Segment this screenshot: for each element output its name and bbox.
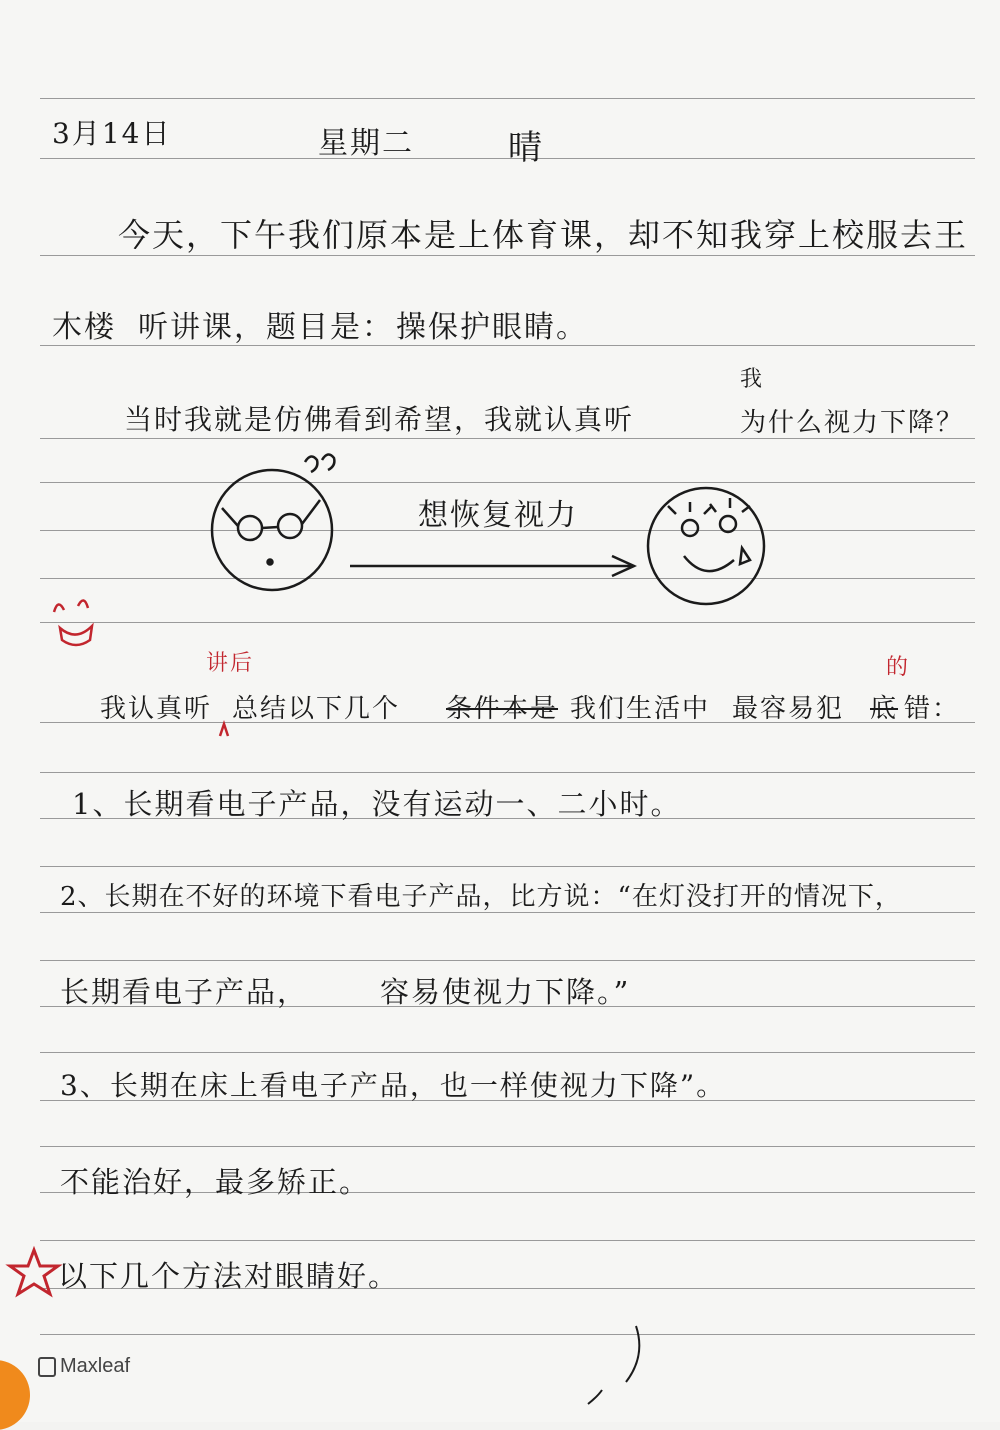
insert-mark-wo: 我 bbox=[740, 367, 765, 392]
entry-weather: 晴 bbox=[508, 128, 544, 168]
text-line-4b: 总结以下几个 bbox=[232, 694, 401, 724]
list-item-2b: 长期看电子产品， bbox=[60, 975, 309, 1009]
text-line-3: 当时我就是仿佛看到希望，我就认真听 bbox=[124, 403, 635, 436]
logo-icon bbox=[38, 1357, 56, 1377]
text-line-4f: 错： bbox=[904, 694, 961, 724]
drawing-caption: 想恢复视力 bbox=[418, 498, 578, 533]
star-icon bbox=[10, 1250, 58, 1294]
sad-face-drawing bbox=[212, 454, 334, 590]
list-item-2c: 容易使视力下降。” bbox=[380, 975, 631, 1009]
insert-mark-jianghou: 讲后 bbox=[206, 651, 255, 676]
text-line-4c: 我们生活中 bbox=[570, 694, 711, 724]
entry-date: 3月14日 bbox=[52, 117, 172, 150]
entry-weekday: 星期二 bbox=[318, 126, 414, 161]
text-line-2b: 听讲课，题目是： bbox=[138, 310, 394, 345]
maxleaf-logo bbox=[38, 1355, 130, 1378]
logo-text: Maxleaf bbox=[60, 1355, 131, 1377]
text-line-2a: 木楼 bbox=[52, 310, 116, 345]
note-line-2: 以下几个方法对眼睛好。 bbox=[58, 1259, 400, 1293]
note-line-1: 不能治好，最多矫正。 bbox=[60, 1165, 371, 1199]
text-line-4d: 最容易犯 bbox=[732, 694, 845, 724]
insert-mark-de: 的 bbox=[886, 655, 911, 680]
text-line-4e: 底 bbox=[870, 694, 899, 724]
struck-text: 条件本是 bbox=[446, 694, 559, 724]
text-line-2c: 操保护眼睛。 bbox=[396, 310, 588, 345]
pen-mark bbox=[588, 1326, 639, 1404]
arrow-drawing bbox=[350, 556, 634, 576]
red-smiley-doodle bbox=[54, 600, 92, 645]
text-line-3b: 为什么视力下降？ bbox=[740, 408, 965, 438]
list-item-1: 1、长期看电子产品，没有运动一、二小时。 bbox=[72, 787, 682, 821]
list-item-3: 3、长期在床上看电子产品，也一样使视力下降”。 bbox=[60, 1069, 727, 1102]
happy-face-drawing bbox=[648, 488, 764, 604]
insertion-caret bbox=[220, 724, 228, 736]
text-line-1: 今天，下午我们原本是上体育课，却不知我穿上校服去王 bbox=[118, 216, 969, 254]
text-line-4a: 我认真听 bbox=[100, 694, 213, 724]
list-item-2a: 2、长期在不好的环境下看电子产品，比方说：“在灯没打开的情况下， bbox=[60, 882, 902, 912]
